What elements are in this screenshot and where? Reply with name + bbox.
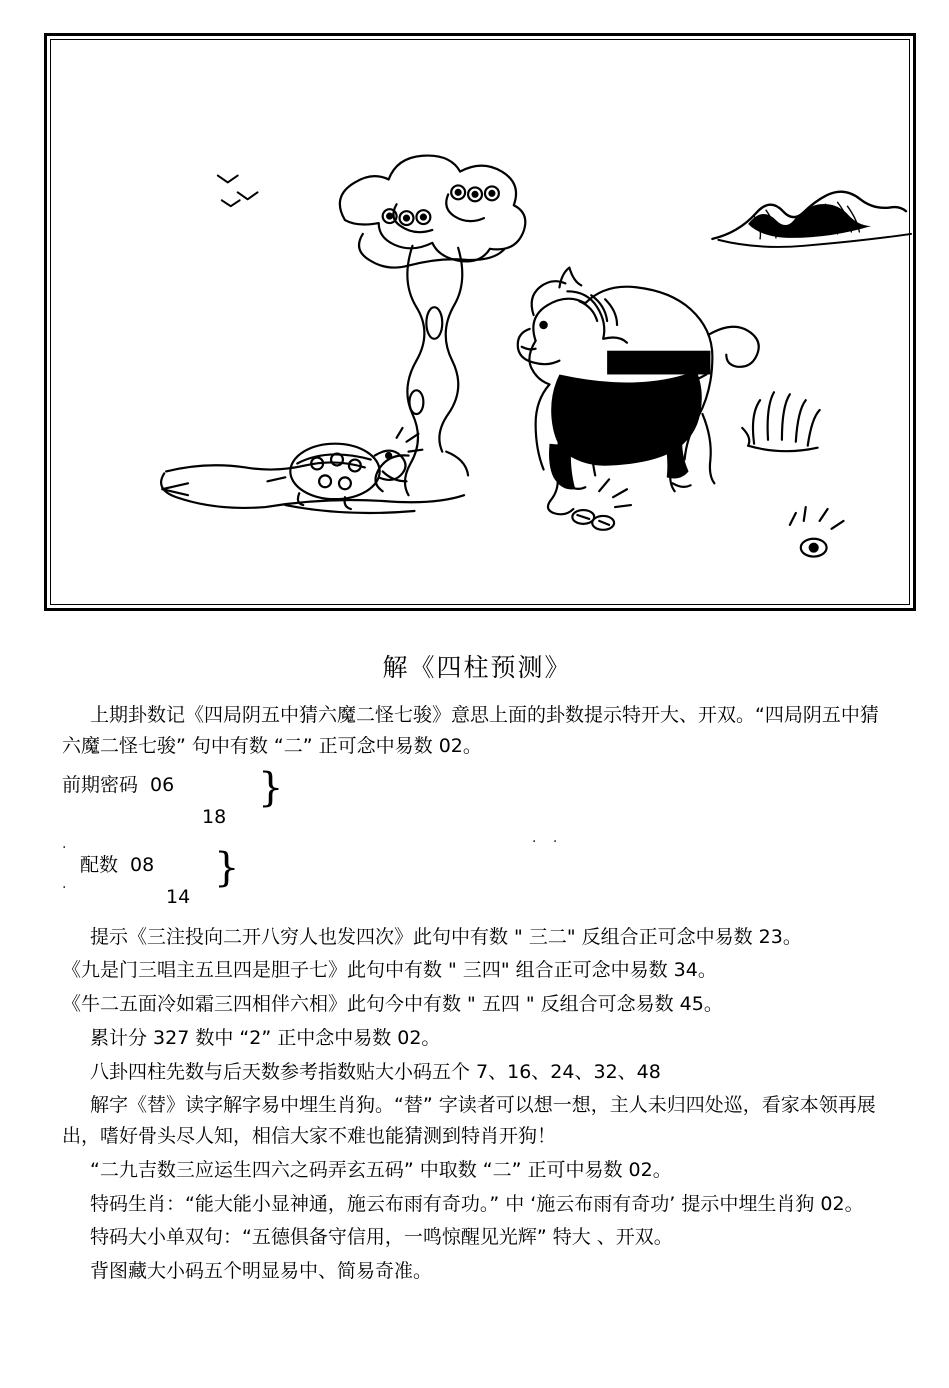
tree-foliage bbox=[340, 156, 526, 268]
paragraph-1: 上期卦数记《四局阴五中猜六魔二怪七骏》意思上面的卦数提示特开大、开双。“四局阴五中猜六魔二怪七骏” 句中有数 “二” 正可念中易数 02。 bbox=[62, 704, 879, 757]
code-group bbox=[62, 764, 892, 918]
brace-glyph-1: } bbox=[258, 764, 284, 811]
horse-back-fill bbox=[607, 351, 710, 375]
eye-icon bbox=[790, 507, 844, 556]
illustration-frame bbox=[44, 33, 916, 611]
paragraph-11: 背图藏大小码五个明显易中、简易奇准。 bbox=[90, 1260, 433, 1283]
turtle-icon bbox=[267, 428, 422, 509]
page-title: 解《四柱预测》 bbox=[382, 653, 572, 682]
front-code-value-1: 06 bbox=[150, 773, 175, 796]
front-code-value-2: 18 bbox=[202, 805, 227, 828]
paragraph-3: 《九是门三唱主五旦四是胆子七》此句中有数 " 三四" 组合正可念中易数 34。 bbox=[62, 959, 717, 982]
match-code-value-1: 08 bbox=[130, 853, 155, 876]
paragraph-4: 《牛二五面冷如霜三四相伴六相》此句今中有数 " 五四 " 反组合可念易数 45。 bbox=[62, 993, 723, 1016]
article-body bbox=[62, 648, 892, 1290]
stray-dot-1: · bbox=[62, 839, 67, 856]
paragraph-5: 累计分 327 数中 “2” 正中念中易数 02。 bbox=[90, 1026, 441, 1049]
grass-icon bbox=[742, 392, 819, 451]
paragraph-8: “二九吉数三应运生四六之码弄玄五码” 中取数 “二” 正可中易数 02。 bbox=[90, 1158, 672, 1181]
brace-glyph-2: } bbox=[214, 844, 240, 891]
paragraph-list bbox=[62, 922, 892, 1287]
match-code-value-2: 14 bbox=[166, 885, 191, 908]
stray-dot-2: · bbox=[62, 879, 67, 896]
paragraph-9: 特码生肖：“能大能小显神通，施云布雨有奇功。” 中 ‘施云布雨有奇功’ 提示中埋生肖狗 02。 bbox=[90, 1192, 864, 1215]
front-code-label: 前期密码 bbox=[62, 773, 139, 796]
paragraph-7: 解字《替》读字解字易中埋生肖狗。“替” 字读者可以想一想，主人未归四处巡，看家本领再展出，嗜好骨头尽人知，相信大家不难也能猜测到特肖开狗！ bbox=[62, 1094, 876, 1148]
paragraph-10: 特码大小单双句：“五德俱备守信用，一鸣惊醒见光辉” 特大 、开双。 bbox=[90, 1226, 673, 1249]
front-code-row bbox=[62, 770, 174, 797]
match-code-value-2-row bbox=[154, 886, 190, 908]
mountain-shade bbox=[748, 204, 871, 238]
front-code-value-2-row bbox=[190, 806, 226, 828]
paragraph-2: 提示《三注投向二开八穷人也发四次》此句中有数 " 三二" 反组合正可念中易数 23。 bbox=[90, 925, 802, 948]
paragraph-6: 八卦四柱先数与后天数参考指数贴大小码五个 7、16、24、32、48 bbox=[90, 1060, 661, 1083]
birds-icon bbox=[218, 176, 258, 207]
match-code-label: 配数 bbox=[80, 853, 119, 876]
illustration-drawing bbox=[47, 36, 913, 608]
ground-line bbox=[161, 462, 464, 513]
match-code-row bbox=[80, 850, 154, 877]
stray-dot-3: . . bbox=[532, 829, 564, 846]
hoofprints-icon bbox=[572, 479, 631, 529]
